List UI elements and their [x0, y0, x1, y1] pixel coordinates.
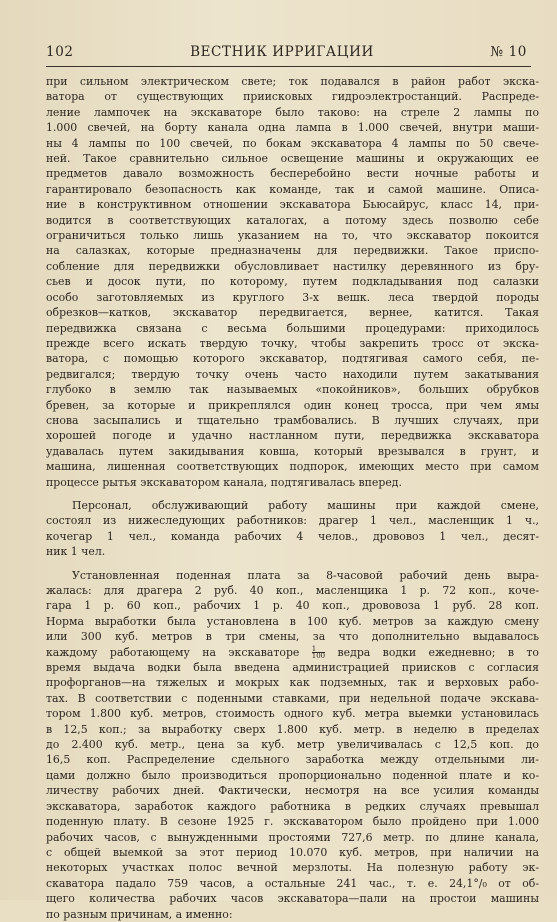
text-line: бревен, за которые и прикреплялся один конец тросса, при чем ямы	[46, 398, 539, 412]
text-line: личеству рабочих дней. Фактически, несмотря на все усилия команды	[46, 784, 539, 798]
text-line: гара 1 р. 60 коп., рабочих 1 р. 40 коп., дрововоза 1 руб. 28 коп.	[46, 599, 539, 613]
paragraph	[46, 568, 539, 922]
text-line: передвижка связана с весьма большими процедурами: приходилось	[46, 321, 539, 335]
paragraph	[46, 498, 539, 560]
text-line: ление лампочек на экскаваторе было таково: на стреле 2 лампы по	[46, 105, 539, 119]
text-line: Установленная поденная плата за 8-часовой рабочий день выра-	[72, 568, 539, 582]
text-line: каждому работающему на экскаваторе $\frac{1}{100}$ ведра водки ежедневно; в то	[46, 645, 539, 661]
paragraph-gap	[46, 490, 539, 498]
text-line: тах. В соответствии с поденными ставками, при недельной подаче экскава-	[46, 691, 539, 705]
text-line: прежде всего искать твердую точку, чтобы закрепить тросс от экска-	[46, 336, 539, 350]
issue-number: № 10	[490, 44, 527, 60]
text-line: ней. Такое сравнительно сильное освещение машины и окружающих ее	[46, 152, 539, 166]
text-line: экскаватора, заработок каждого работника в редких случаях превышал	[46, 799, 539, 813]
journal-title: ВЕСТНИК ИРРИГАЦИИ	[190, 44, 374, 60]
header-rule	[46, 66, 531, 67]
text-line: до 2.400 куб. метр., цена за куб. метр увеличивалась с 12,5 коп. до	[46, 738, 539, 752]
text-line: или 300 куб. метров в три смены, за что дополнительно выдавалось	[46, 630, 539, 644]
article-body	[46, 74, 539, 922]
text-line: ватора от существующих приисковых гидроэлектростанций. Распреде-	[46, 90, 539, 104]
fraction-denominator: 100	[311, 652, 326, 661]
text-line: глубоко в землю так называемых «покойников», больших обрубков	[46, 383, 539, 397]
text-line: сьев и досок пути, по которому, путем подкладывания под салазки	[46, 275, 539, 289]
paragraph	[46, 74, 539, 490]
text-line: снова засыпались и тщательно трамбовались. В лучших случаях, при	[46, 413, 539, 427]
text-line: некоторых участках полос вечной мерзлоты. На полезную работу эк-	[46, 861, 539, 875]
text-line: цами должно было производиться пропорционально поденной плате и ко-	[46, 768, 539, 782]
text-line: редвигался; твердую точку очень часто находили путем закатывания	[46, 367, 539, 381]
text-line: гарантировало безопасность как команде, так и самой машине. Описа-	[46, 182, 539, 196]
fraction-numerator: 1	[311, 645, 317, 654]
text-line: Персонал, обслуживающий работу машины при каждой смене,	[72, 498, 539, 512]
fraction	[312, 646, 325, 659]
text-line: процессе рытья экскаватором канала, подтягивалась вперед.	[46, 475, 402, 489]
text-line: кочегар 1 чел., команда рабочих 4 челов., дрововоз 1 чел., десят-	[46, 529, 539, 543]
text-line: собление для передвижки обусловливает настилку деревянного из бру-	[46, 259, 539, 273]
text-line: Норма выработки была установлена в 100 куб. метров за каждую смену	[46, 614, 539, 628]
text-line: 1.000 свечей, на борту канала одна лампа в 1.000 свечей, внутри маши-	[46, 121, 539, 135]
text-line: профорганов—на тяжелых и мокрых как подземных, так и верховых рабо-	[46, 676, 539, 690]
text-line: 16,5 коп. Распределение сдельного заработка между отдельными ли-	[46, 753, 539, 767]
text-line: обрезков—катков, экскаватор передвигается, вернее, катится. Такая	[46, 306, 539, 320]
text-line: время выдача водки была введена администрацией приисков с согласия	[46, 661, 539, 675]
text-line: по разным причинам, а именно:	[46, 907, 233, 921]
text-line: ограничиться только лишь указанием на то, что экскаватор покоится	[46, 229, 539, 243]
text-line: скаватора падало 759 часов, а остальные 241 час., т. е. 24,1°/₀ от об-	[46, 876, 539, 890]
text-line: предметов давало возможность бесперебойно вести ночные работы и	[46, 167, 539, 181]
text-line: состоял из нижеследующих работников: драгер 1 чел., масленщик 1 ч.,	[46, 514, 539, 528]
text-line: водится в соответствующих каталогах, а потому здесь позволю себе	[46, 213, 539, 227]
text-line: на салазках, которые предназначены для передвижки. Такое приспо-	[46, 244, 539, 258]
text-line: поденную плату. В сезоне 1925 г. экскаватором было пройдено при 1.000	[46, 815, 539, 829]
text-line: ник 1 чел.	[46, 545, 106, 559]
text-line: ние в конструктивном отношении экскаватора Бьюсайрус, класс 14, при-	[46, 198, 539, 212]
page-header	[46, 44, 527, 60]
text-line: ны 4 лампы по 100 свечей, по бокам экскаватора 4 лампы по 50 свече-	[46, 136, 539, 150]
text-line: особо заготовляемых из круглого 3-х вешк. леса твердой породы	[46, 290, 539, 304]
text-line: ватора, с помощью которого экскаватор, подтягивая самого себя, пе-	[46, 352, 539, 366]
text-line: рабочих часов, с вынужденными простоями 727,6 метр. по длине канала,	[46, 830, 539, 844]
paragraph-gap	[46, 560, 539, 568]
page-number: 102	[46, 44, 74, 60]
text-line: хорошей погоде и удачно настланном пути, передвижка экскаватора	[46, 429, 539, 443]
text-line: щего количества рабочих часов экскаватора—пали на простои машины	[46, 892, 539, 906]
text-line: в 12,5 коп.; за выработку сверх 1.800 куб. метр. в неделю в пределах	[46, 722, 539, 736]
text-line: удавалась путем закидывания ковша, который врезывался в грунт, и	[46, 444, 539, 458]
text-line: с общей выемкой за этот период 10.070 куб. метров, при наличии на	[46, 845, 539, 859]
text-line: жалась: для драгера 2 руб. 40 коп., масленщика 1 р. 72 коп., коче-	[46, 584, 539, 597]
text-line: тором 1.800 куб. метров, стоимость одного куб. метра выемки установилась	[46, 707, 539, 721]
text-line: при сильном электрическом свете; ток подавался в район работ экска-	[46, 75, 539, 88]
text-line: машина, лишенная соответствующих подпорок, имеющих место при самом	[46, 460, 539, 474]
